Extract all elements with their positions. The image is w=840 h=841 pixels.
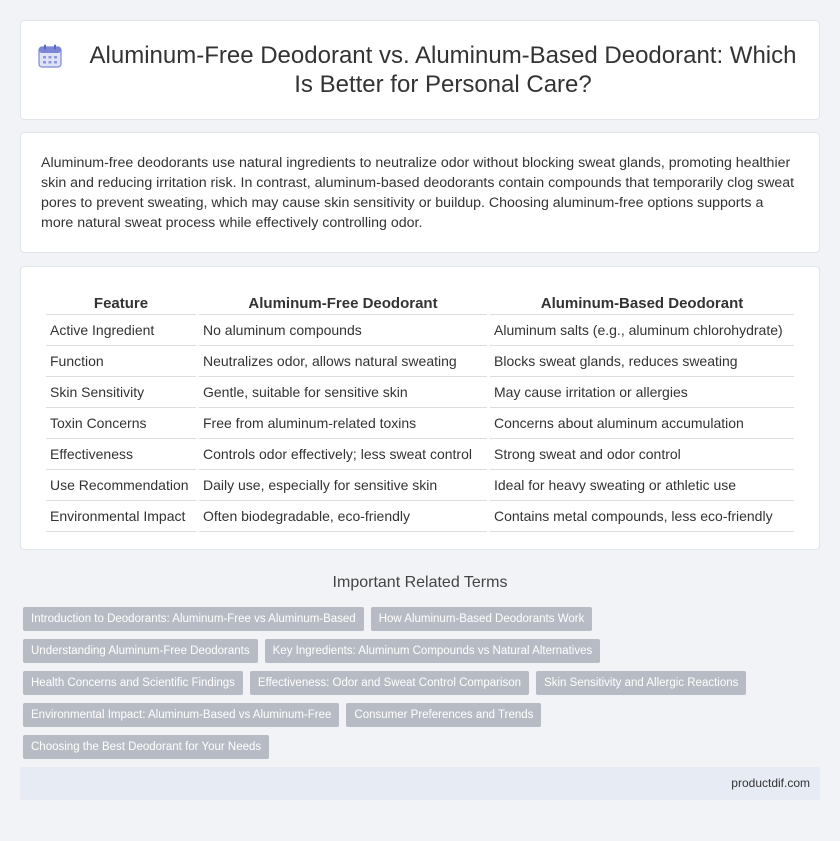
table-row xyxy=(46,470,794,501)
footer-site-name: productdif.com xyxy=(731,776,810,790)
related-terms-title: Important Related Terms xyxy=(332,574,508,591)
table-cell: Free from aluminum-related toxins xyxy=(199,408,487,439)
column-header-aluminum-based: Aluminum-Based Deodorant xyxy=(490,287,794,315)
table-cell: Use Recommendation xyxy=(46,470,196,501)
header-card xyxy=(20,20,820,120)
intro-card xyxy=(20,132,820,253)
table-row xyxy=(46,501,794,532)
related-term-link[interactable]: Choosing the Best Deodorant for Your Needs xyxy=(23,735,269,759)
related-term-link[interactable]: Effectiveness: Odor and Sweat Control Comparison xyxy=(250,671,529,695)
table-cell: Daily use, especially for sensitive skin xyxy=(199,470,487,501)
table-cell: Blocks sweat glands, reduces sweating xyxy=(490,346,794,377)
table-cell: May cause irritation or allergies xyxy=(490,377,794,408)
table-cell: Concerns about aluminum accumulation xyxy=(490,408,794,439)
table-cell: Active Ingredient xyxy=(46,315,196,346)
comparison-table-card xyxy=(20,266,820,550)
footer xyxy=(20,767,820,800)
table-row xyxy=(46,439,794,470)
table-cell: Contains metal compounds, less eco-friendly xyxy=(490,501,794,532)
related-term-link[interactable]: Consumer Preferences and Trends xyxy=(346,703,541,727)
related-term-link[interactable]: Key Ingredients: Aluminum Compounds vs Natural Alternatives xyxy=(265,639,601,663)
column-header-feature: Feature xyxy=(46,287,196,315)
table-cell: Function xyxy=(46,346,196,377)
table-cell: Ideal for heavy sweating or athletic use xyxy=(490,470,794,501)
table-cell: Effectiveness xyxy=(46,439,196,470)
table-header-row xyxy=(46,287,794,315)
table-cell: No aluminum compounds xyxy=(199,315,487,346)
related-term-link[interactable]: Environmental Impact: Aluminum-Based vs Aluminum-Free xyxy=(23,703,339,727)
table-row xyxy=(46,315,794,346)
related-term-link[interactable]: Understanding Aluminum-Free Deodorants xyxy=(23,639,258,663)
table-cell: Strong sweat and odor control xyxy=(490,439,794,470)
table-row xyxy=(46,377,794,408)
table-cell: Environmental Impact xyxy=(46,501,196,532)
intro-paragraph: Aluminum-free deodorants use natural ingredients to neutralize odor without blocking sweat glands, promoting healthier skin and reducing irritation risk. In contrast, aluminum-based deodorants contain compounds that temporarily clog sweat pores to prevent sweating, which may cause skin sensitivity or buildup. Choosing aluminum-free options supports a more natural sweat process while effectively controlling odor. xyxy=(41,155,795,231)
related-terms-tags xyxy=(23,607,820,759)
table-cell: Toxin Concerns xyxy=(46,408,196,439)
page-title: Aluminum-Free Deodorant vs. Aluminum-Based Deodorant: Which Is Better for Personal Care? xyxy=(89,42,797,98)
related-term-link[interactable]: How Aluminum-Based Deodorants Work xyxy=(371,607,593,631)
calendar-icon xyxy=(37,43,63,69)
table-cell: Gentle, suitable for sensitive skin xyxy=(199,377,487,408)
table-row xyxy=(46,346,794,377)
table-cell: Neutralizes odor, allows natural sweating xyxy=(199,346,487,377)
column-header-aluminum-free: Aluminum-Free Deodorant xyxy=(199,287,487,315)
table-cell: Skin Sensitivity xyxy=(46,377,196,408)
table-cell: Often biodegradable, eco-friendly xyxy=(199,501,487,532)
table-cell: Aluminum salts (e.g., aluminum chlorohydrate) xyxy=(490,315,794,346)
comparison-table xyxy=(43,287,797,532)
table-cell: Controls odor effectively; less sweat control xyxy=(199,439,487,470)
table-row xyxy=(46,408,794,439)
related-term-link[interactable]: Skin Sensitivity and Allergic Reactions xyxy=(536,671,746,695)
related-term-link[interactable]: Introduction to Deodorants: Aluminum-Free vs Aluminum-Based xyxy=(23,607,364,631)
related-term-link[interactable]: Health Concerns and Scientific Findings xyxy=(23,671,243,695)
